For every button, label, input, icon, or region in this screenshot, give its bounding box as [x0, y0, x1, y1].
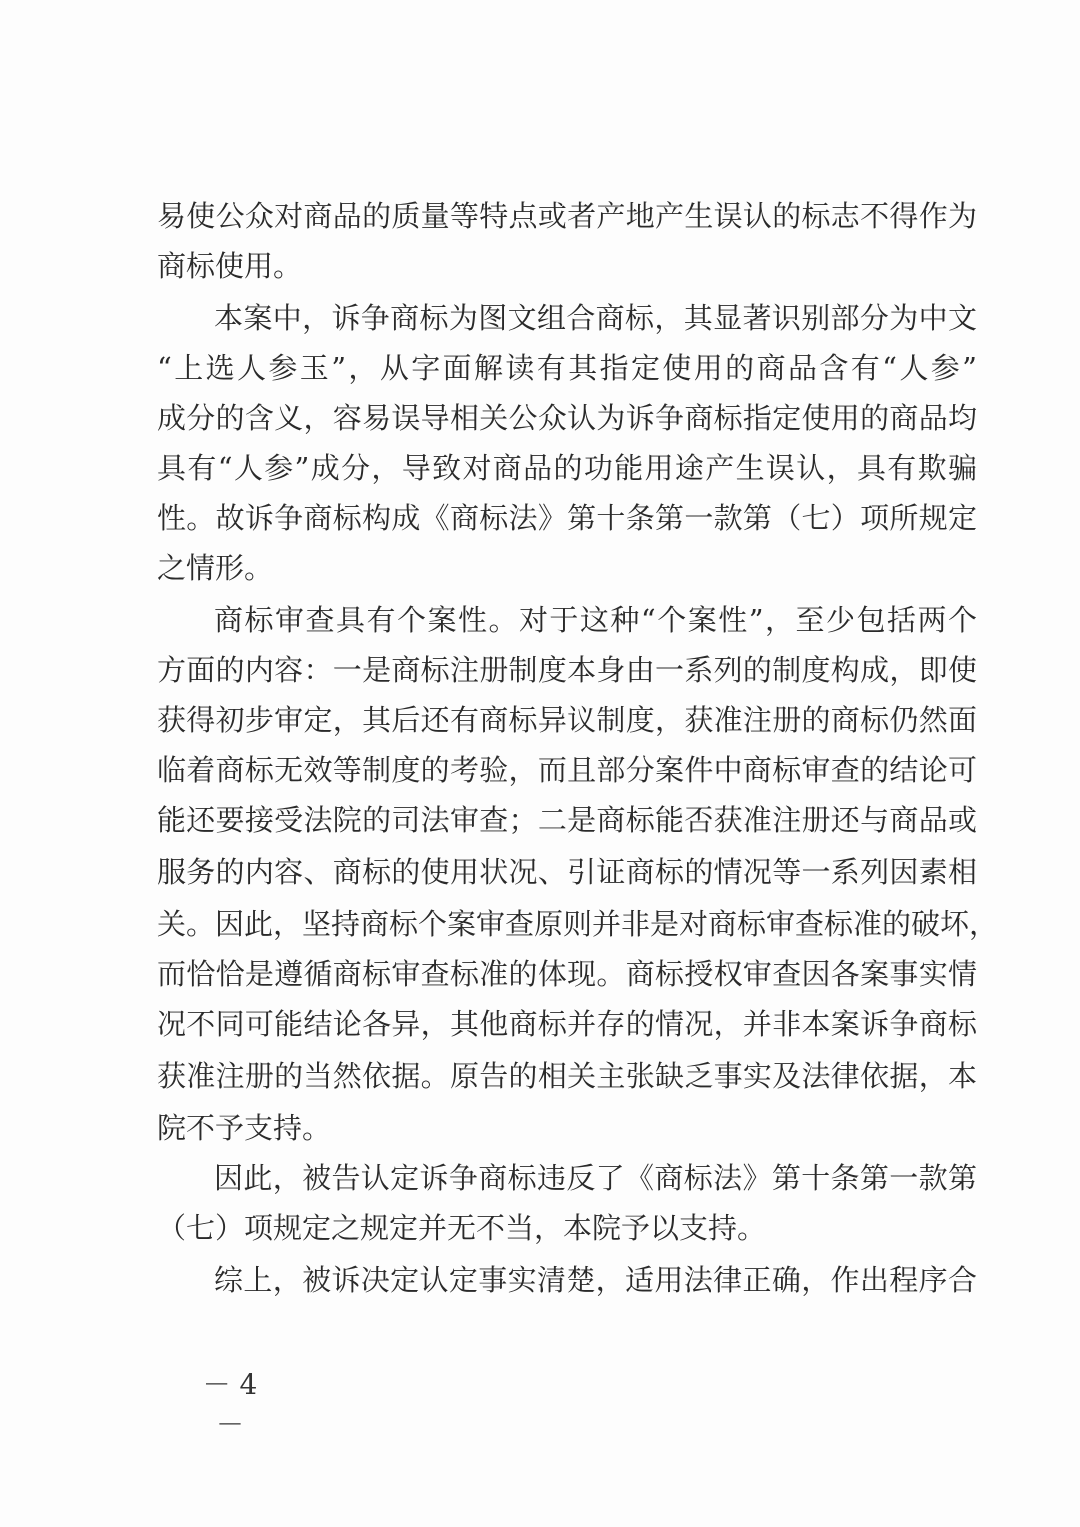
text-line: 院不予支持。: [157, 1111, 332, 1145]
text-line: 具有“人参”成分，导致对商品的功能用途产生误认，具有欺骗: [157, 451, 977, 485]
text-line: 本案中，诉争商标为图文组合商标，其显著识别部分为中文: [214, 301, 977, 335]
text-line: 因此，被告认定诉争商标违反了《商标法》第十条第一款第: [214, 1161, 977, 1195]
text-line: 获得初步审定，其后还有商标异议制度，获准注册的商标仍然面: [157, 703, 977, 737]
page-number: － 4 －: [202, 1368, 258, 1441]
text-line: 之情形。: [157, 551, 274, 585]
text-line: 况不同可能结论各异，其他商标并存的情况，并非本案诉争商标: [157, 1007, 977, 1041]
text-line: 获准注册的当然依据。原告的相关主张缺乏事实及法律依据，本: [157, 1059, 977, 1093]
text-line: 能还要接受法院的司法审查；二是商标能否获准注册还与商品或: [157, 803, 977, 837]
text-line: 商标使用。: [157, 249, 303, 283]
text-line: 关。因此，坚持商标个案审查原则并非是对商标审查标准的破坏，: [157, 907, 999, 941]
text-line: 易使公众对商品的质量等特点或者产地产生误认的标志不得作为: [157, 199, 977, 233]
text-line: 而恰恰是遵循商标审查标准的体现。商标授权审查因各案事实情: [157, 957, 977, 991]
text-line: 服务的内容、商标的使用状况、引证商标的情况等一系列因素相: [157, 855, 977, 889]
text-line: （七）项规定之规定并无不当，本院予以支持。: [157, 1211, 767, 1245]
text-line: 成分的含义，容易误导相关公众认为诉争商标指定使用的商品均: [157, 401, 977, 435]
text-line: 临着商标无效等制度的考验，而且部分案件中商标审查的结论可: [157, 753, 977, 787]
text-line: 综上，被诉决定认定事实清楚，适用法律正确，作出程序合: [214, 1263, 977, 1297]
text-line: 性。故诉争商标构成《商标法》第十条第一款第（七）项所规定: [157, 501, 977, 535]
text-line: “上选人参玉”，从字面解读有其指定使用的商品含有“人参”: [157, 351, 977, 385]
text-line: 商标审查具有个案性。对于这种“个案性”，至少包括两个: [214, 603, 977, 637]
text-line: 方面的内容：一是商标注册制度本身由一系列的制度构成，即使: [157, 653, 977, 687]
